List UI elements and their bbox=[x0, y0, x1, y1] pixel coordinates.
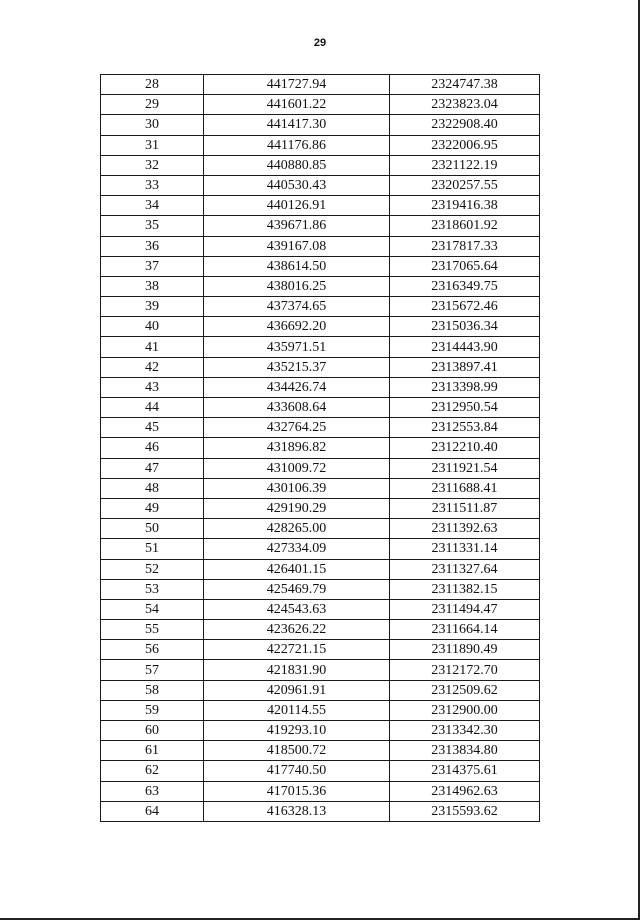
coordinates-table-body bbox=[101, 75, 540, 822]
point-number-cell: 38 bbox=[101, 276, 204, 296]
x-coordinate-cell: 424543.63 bbox=[204, 599, 390, 619]
table-row bbox=[101, 458, 540, 478]
point-number-cell: 58 bbox=[101, 680, 204, 700]
point-number-cell: 64 bbox=[101, 801, 204, 821]
x-coordinate-cell: 428265.00 bbox=[204, 519, 390, 539]
x-coordinate-cell: 439167.08 bbox=[204, 236, 390, 256]
point-number-cell: 50 bbox=[101, 519, 204, 539]
y-coordinate-cell: 2311382.15 bbox=[390, 579, 540, 599]
y-coordinate-cell: 2311688.41 bbox=[390, 478, 540, 498]
y-coordinate-cell: 2315593.62 bbox=[390, 801, 540, 821]
table-row bbox=[101, 680, 540, 700]
table-row bbox=[101, 519, 540, 539]
point-number-cell: 44 bbox=[101, 398, 204, 418]
x-coordinate-cell: 435215.37 bbox=[204, 357, 390, 377]
y-coordinate-cell: 2314962.63 bbox=[390, 781, 540, 801]
x-coordinate-cell: 426401.15 bbox=[204, 559, 390, 579]
x-coordinate-cell: 441727.94 bbox=[204, 75, 390, 95]
y-coordinate-cell: 2312210.40 bbox=[390, 438, 540, 458]
y-coordinate-cell: 2318601.92 bbox=[390, 216, 540, 236]
table-row bbox=[101, 337, 540, 357]
y-coordinate-cell: 2320257.55 bbox=[390, 175, 540, 195]
table-row bbox=[101, 398, 540, 418]
x-coordinate-cell: 431896.82 bbox=[204, 438, 390, 458]
x-coordinate-cell: 420961.91 bbox=[204, 680, 390, 700]
x-coordinate-cell: 417015.36 bbox=[204, 781, 390, 801]
x-coordinate-cell: 440530.43 bbox=[204, 175, 390, 195]
table-row bbox=[101, 660, 540, 680]
point-number-cell: 39 bbox=[101, 297, 204, 317]
point-number-cell: 53 bbox=[101, 579, 204, 599]
y-coordinate-cell: 2312553.84 bbox=[390, 418, 540, 438]
x-coordinate-cell: 425469.79 bbox=[204, 579, 390, 599]
x-coordinate-cell: 427334.09 bbox=[204, 539, 390, 559]
table-row bbox=[101, 95, 540, 115]
y-coordinate-cell: 2311327.64 bbox=[390, 559, 540, 579]
y-coordinate-cell: 2323823.04 bbox=[390, 95, 540, 115]
y-coordinate-cell: 2322908.40 bbox=[390, 115, 540, 135]
table-row bbox=[101, 438, 540, 458]
x-coordinate-cell: 433608.64 bbox=[204, 398, 390, 418]
x-coordinate-cell: 441176.86 bbox=[204, 135, 390, 155]
x-coordinate-cell: 440880.85 bbox=[204, 155, 390, 175]
point-number-cell: 54 bbox=[101, 599, 204, 619]
point-number-cell: 37 bbox=[101, 256, 204, 276]
y-coordinate-cell: 2315672.46 bbox=[390, 297, 540, 317]
point-number-cell: 63 bbox=[101, 781, 204, 801]
y-coordinate-cell: 2313834.80 bbox=[390, 741, 540, 761]
point-number-cell: 52 bbox=[101, 559, 204, 579]
x-coordinate-cell: 423626.22 bbox=[204, 620, 390, 640]
table-row bbox=[101, 801, 540, 821]
table-row bbox=[101, 216, 540, 236]
x-coordinate-cell: 441417.30 bbox=[204, 115, 390, 135]
table-row bbox=[101, 539, 540, 559]
table-row bbox=[101, 599, 540, 619]
table-row bbox=[101, 721, 540, 741]
point-number-cell: 30 bbox=[101, 115, 204, 135]
point-number-cell: 59 bbox=[101, 700, 204, 720]
point-number-cell: 56 bbox=[101, 640, 204, 660]
x-coordinate-cell: 440126.91 bbox=[204, 196, 390, 216]
x-coordinate-cell: 431009.72 bbox=[204, 458, 390, 478]
table-row bbox=[101, 75, 540, 95]
y-coordinate-cell: 2311392.63 bbox=[390, 519, 540, 539]
y-coordinate-cell: 2311511.87 bbox=[390, 498, 540, 518]
x-coordinate-cell: 435971.51 bbox=[204, 337, 390, 357]
point-number-cell: 40 bbox=[101, 317, 204, 337]
y-coordinate-cell: 2312172.70 bbox=[390, 660, 540, 680]
table-row bbox=[101, 357, 540, 377]
table-row bbox=[101, 741, 540, 761]
point-number-cell: 51 bbox=[101, 539, 204, 559]
x-coordinate-cell: 430106.39 bbox=[204, 478, 390, 498]
point-number-cell: 34 bbox=[101, 196, 204, 216]
table-row bbox=[101, 297, 540, 317]
x-coordinate-cell: 438614.50 bbox=[204, 256, 390, 276]
x-coordinate-cell: 437374.65 bbox=[204, 297, 390, 317]
y-coordinate-cell: 2316349.75 bbox=[390, 276, 540, 296]
point-number-cell: 47 bbox=[101, 458, 204, 478]
y-coordinate-cell: 2313342.30 bbox=[390, 721, 540, 741]
point-number-cell: 46 bbox=[101, 438, 204, 458]
table-row bbox=[101, 175, 540, 195]
y-coordinate-cell: 2317065.64 bbox=[390, 256, 540, 276]
table-row bbox=[101, 236, 540, 256]
x-coordinate-cell: 420114.55 bbox=[204, 700, 390, 720]
x-coordinate-cell: 419293.10 bbox=[204, 721, 390, 741]
point-number-cell: 28 bbox=[101, 75, 204, 95]
point-number-cell: 36 bbox=[101, 236, 204, 256]
x-coordinate-cell: 438016.25 bbox=[204, 276, 390, 296]
point-number-cell: 32 bbox=[101, 155, 204, 175]
point-number-cell: 62 bbox=[101, 761, 204, 781]
point-number-cell: 42 bbox=[101, 357, 204, 377]
y-coordinate-cell: 2314375.61 bbox=[390, 761, 540, 781]
y-coordinate-cell: 2319416.38 bbox=[390, 196, 540, 216]
point-number-cell: 43 bbox=[101, 377, 204, 397]
table-row bbox=[101, 781, 540, 801]
page-number: 29 bbox=[313, 37, 327, 49]
x-coordinate-cell: 441601.22 bbox=[204, 95, 390, 115]
table-row bbox=[101, 276, 540, 296]
point-number-cell: 55 bbox=[101, 620, 204, 640]
y-coordinate-cell: 2321122.19 bbox=[390, 155, 540, 175]
y-coordinate-cell: 2312509.62 bbox=[390, 680, 540, 700]
table-row bbox=[101, 620, 540, 640]
coordinates-table-container bbox=[100, 74, 539, 822]
y-coordinate-cell: 2312900.00 bbox=[390, 700, 540, 720]
x-coordinate-cell: 417740.50 bbox=[204, 761, 390, 781]
y-coordinate-cell: 2311921.54 bbox=[390, 458, 540, 478]
table-row bbox=[101, 135, 540, 155]
x-coordinate-cell: 416328.13 bbox=[204, 801, 390, 821]
x-coordinate-cell: 432764.25 bbox=[204, 418, 390, 438]
point-number-cell: 29 bbox=[101, 95, 204, 115]
table-row bbox=[101, 256, 540, 276]
point-number-cell: 49 bbox=[101, 498, 204, 518]
point-number-cell: 60 bbox=[101, 721, 204, 741]
table-row bbox=[101, 498, 540, 518]
table-row bbox=[101, 155, 540, 175]
x-coordinate-cell: 434426.74 bbox=[204, 377, 390, 397]
x-coordinate-cell: 418500.72 bbox=[204, 741, 390, 761]
table-row bbox=[101, 196, 540, 216]
y-coordinate-cell: 2311890.49 bbox=[390, 640, 540, 660]
y-coordinate-cell: 2324747.38 bbox=[390, 75, 540, 95]
point-number-cell: 41 bbox=[101, 337, 204, 357]
point-number-cell: 48 bbox=[101, 478, 204, 498]
table-row bbox=[101, 115, 540, 135]
point-number-cell: 57 bbox=[101, 660, 204, 680]
table-row bbox=[101, 761, 540, 781]
y-coordinate-cell: 2313398.99 bbox=[390, 377, 540, 397]
y-coordinate-cell: 2315036.34 bbox=[390, 317, 540, 337]
table-row bbox=[101, 317, 540, 337]
y-coordinate-cell: 2312950.54 bbox=[390, 398, 540, 418]
point-number-cell: 35 bbox=[101, 216, 204, 236]
x-coordinate-cell: 422721.15 bbox=[204, 640, 390, 660]
x-coordinate-cell: 436692.20 bbox=[204, 317, 390, 337]
y-coordinate-cell: 2322006.95 bbox=[390, 135, 540, 155]
table-row bbox=[101, 640, 540, 660]
table-row bbox=[101, 559, 540, 579]
table-row bbox=[101, 478, 540, 498]
x-coordinate-cell: 421831.90 bbox=[204, 660, 390, 680]
y-coordinate-cell: 2311494.47 bbox=[390, 599, 540, 619]
y-coordinate-cell: 2314443.90 bbox=[390, 337, 540, 357]
y-coordinate-cell: 2317817.33 bbox=[390, 236, 540, 256]
table-row bbox=[101, 418, 540, 438]
y-coordinate-cell: 2313897.41 bbox=[390, 357, 540, 377]
table-row bbox=[101, 377, 540, 397]
coordinates-table bbox=[100, 74, 540, 822]
y-coordinate-cell: 2311664.14 bbox=[390, 620, 540, 640]
table-row bbox=[101, 579, 540, 599]
x-coordinate-cell: 439671.86 bbox=[204, 216, 390, 236]
point-number-cell: 33 bbox=[101, 175, 204, 195]
point-number-cell: 61 bbox=[101, 741, 204, 761]
point-number-cell: 45 bbox=[101, 418, 204, 438]
x-coordinate-cell: 429190.29 bbox=[204, 498, 390, 518]
point-number-cell: 31 bbox=[101, 135, 204, 155]
table-row bbox=[101, 700, 540, 720]
y-coordinate-cell: 2311331.14 bbox=[390, 539, 540, 559]
